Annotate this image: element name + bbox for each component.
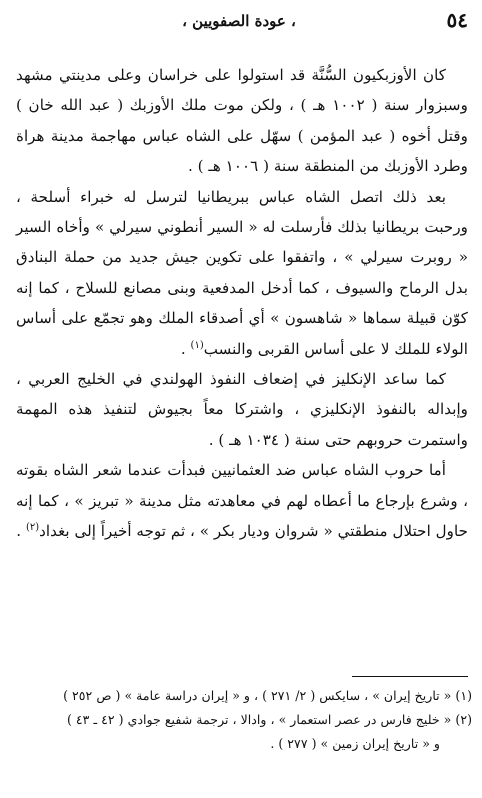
paragraph <box>16 364 468 455</box>
footnote-continuation: و « تاريخ إيران زمين » ( ٢٧٧ ) . <box>270 736 440 751</box>
paragraph <box>16 60 468 182</box>
paragraph: بعد ذلك اتصل الشاه عباس ببريطانيا لترسل له خبراء أسلحة ، ورحبت بريطانيا بذلك فأرسلت له « السير أنطوني سيرلي » وأخاه السير « روبرت سيرلي » ، واتفقوا على تكوين جيش جديد من حملة البنادق بدل الرماح والسيوف ، كما أدخل المدفعية وبنى مصانع للسلاح ، كما إنه كوّن قبيلة سماها « شاهسون » أي أصدقاء الملك وهو تجمّع على أساس الولاء للملك لا على أساس القربى والنسب$^{(١)}$ . <box>16 187 468 358</box>
paragraph-text: بعد ذلك اتصل الشاه عباس ببريطانيا لترسل له خبراء أسلحة ، ورحبت بريطانيا بذلك فأرسلت له « السير أنطوني سيرلي » وأخاه السير « روبرت سيرلي » ، واتفقوا على تكوين جيش جديد من حملة البنادق بدل الرماح والسيوف ، كما أدخل المدفعية وبنى مصانع للسلاح ، كما إنه كوّن قبيلة سماها « شاهسون » أي أصدقاء الملك وهو تجمّع على أساس الولاء للملك لا على أساس القربى والنسب <box>16 187 468 358</box>
footnotes <box>14 684 472 756</box>
running-title: ، عودة الصفويين ، <box>182 12 296 30</box>
footnote: (٢) « خليج فارس در عصر استعمار » ، وادالا ، ترجمة شفيع جوادي ( ٤٢ ـ ٤٣ ) <box>66 712 472 727</box>
page-number: ٥٤ <box>446 8 468 32</box>
footnote-marker: (١) <box>190 339 204 351</box>
footnote: (١) « تاريخ إيران » ، سايكس ( ٢/ ٢٧١ ) ، و « إيران دراسة عامة » ( ص ٢٥٢ ) <box>63 688 472 703</box>
footnote-marker: (٢) <box>25 522 40 534</box>
page-header <box>10 8 468 38</box>
paragraph-text: كما ساعد الإنكليز في إضعاف النفوذ الهولندي في الخليج العربي ، وإبداله بالنفوذ الإنكليزي ، واشتركا معاً بجيوش لتنفيذ هذه المهمة واستمرت حروبهم حتى سنة ( ١٠٣٤ هـ ) . <box>16 370 468 449</box>
paragraph-text: أما حروب الشاه عباس ضد العثمانيين فبدأت عندما شعر الشاه بقوته ، وشرع بإرجاع ما أعطاه لهم في معاهدته مثل مدينة « تبريز » ، كما إنه حاول احتلال منطقتي « شروان وديار بكر » ، ثم توجه أخيراً إلى بغداد <box>16 461 468 541</box>
footnote-separator <box>352 676 468 677</box>
paragraph: أما حروب الشاه عباس ضد العثمانيين فبدأت عندما شعر الشاه بقوته ، وشرع بإرجاع ما أعطاه لهم في معاهدته مثل مدينة « تبريز » ، كما إنه حاول احتلال منطقتي « شروان وديار بكر » ، ثم توجه أخيراً إلى بغداد$^{(٢)}$ . <box>16 461 468 541</box>
paragraph-text: كان الأوزبكيون السُّنَّة قد استولوا على خراسان وعلى مدينتي مشهد وسبزوار سنة ( ١٠٠٢ هـ ) ، ولكن موت ملك الأوزبك ( عبد الله خان ) وقتل أخوه ( عبد المؤمن ) سهّل على الشاه عباس مهاجمة مدينة هراة وطرد الأوزبك من المنطقة سنة ( ١٠٠٦ هـ ) . <box>16 66 468 176</box>
body-text <box>16 60 468 547</box>
